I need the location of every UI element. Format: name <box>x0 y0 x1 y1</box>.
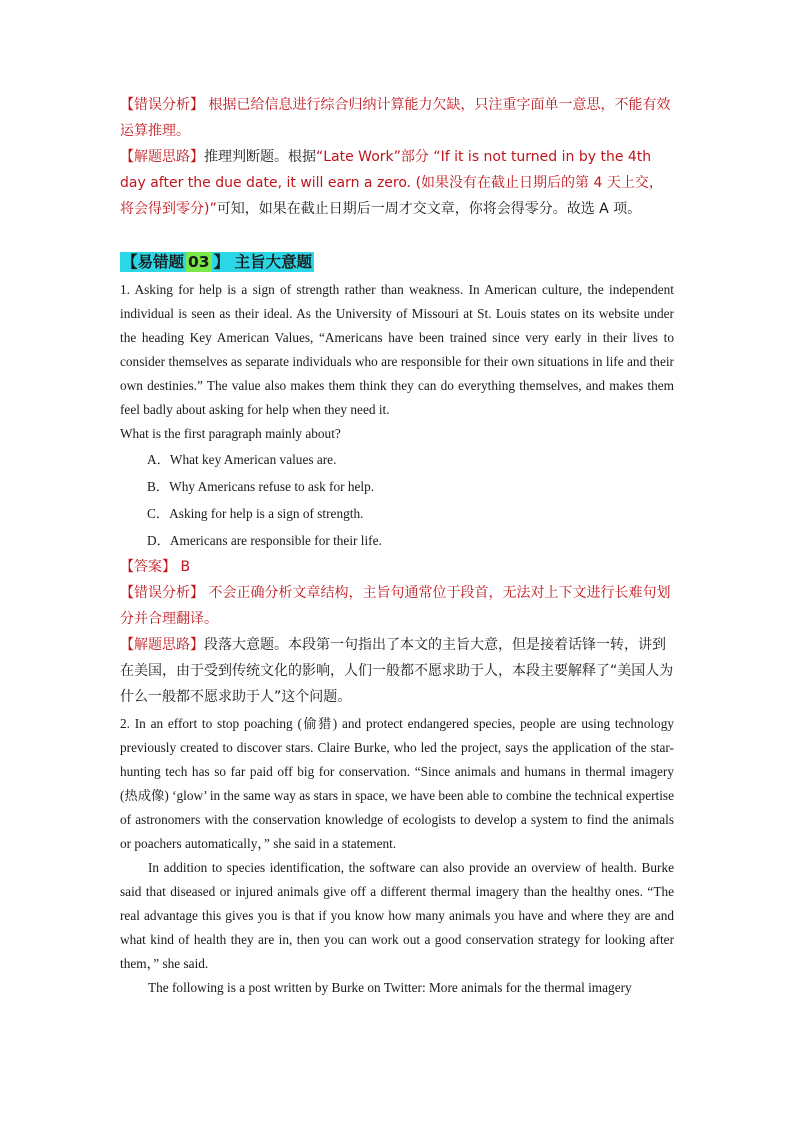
q1-error-text: 不会正确分析文章结构，主旨句通常位于段首，无法对上下文进行长难句划分并合理翻译。 <box>120 585 671 627</box>
section-heading <box>120 250 314 274</box>
q1-question: What is the first paragraph mainly about? <box>120 426 341 441</box>
section-heading-number: 03 <box>188 253 210 271</box>
q2-paragraph-1: 2. In an effort to stop poaching (偷猎) and protect endangered species, people are using technology previously created to discover stars. Claire Burke, who led the project, says the application of the star-hunting tech has so far paid off big for conservation. “Since animals and humans in thermal imagery (热成像) ‘glow’ in the same way as stars in space, we have been able to combine the technical expertise of astronomers with the conservation knowledge of ecologists to develop a system to find the animals or poachers automatically，” she said in a statement. <box>120 716 674 851</box>
solution-idea-text-b: “Late Work”部分 “If it is not turned in by the 4th day after the due date, it will earn a zero. (如果没有在截止日期后的第 4 天上交，将会得到零分)” <box>120 149 663 217</box>
section-heading-part3: 】 主旨大意题 <box>213 253 312 271</box>
q1-option-c: C．Asking for help is a sign of strength. <box>147 506 364 521</box>
q1-passage: 1. Asking for help is a sign of strength rather than weakness. In American culture, the independent individual is seen as their ideal. As the University of Missouri at St. Louis states on its website under the heading Key American Values, “Americans have been trained since very early in their lives to consider themselves as separate individuals who are responsible for their own situations in life and their own destinies.” The value also makes them think they can do everything themselves, and makes them feel badly about asking for help when they need it. <box>120 282 674 417</box>
section-heading-part1: 【易错题 <box>122 253 185 271</box>
q1-option-a: A．What key American values are. <box>147 452 337 467</box>
error-analysis-1 <box>120 92 674 144</box>
q1-solution-idea <box>120 632 674 710</box>
q1-idea-label: 【解题思路】 <box>120 637 204 653</box>
answer-label: 【答案】 <box>120 559 176 575</box>
solution-idea-text-a: 推理判断题。根据 <box>204 149 316 165</box>
q1-answer <box>120 554 674 580</box>
q1-option-b: B．Why Americans refuse to ask for help. <box>147 479 375 494</box>
q2-paragraph-2: In addition to species identification, the software can also provide an overview of health. Burke said that diseased or injured animals give off a different thermal imagery than the healthy ones. “The real advantage this gives you is that if you know how many animals you have and where they are and what kind of health they are in, then you can work out a good conservation strategy for looking after them，” she said. <box>120 860 674 971</box>
q1-error-label: 【错误分析】 <box>120 585 204 601</box>
q1-idea-text: 段落大意题。本段第一句指出了本文的主旨大意，但是接着话锋一转，讲到在美国，由于受到传统文化的影响，人们一般都不愿求助于人，本段主要解释了“美国人为什么一般都不愿求助于人”这个问题。 <box>120 637 674 705</box>
q1-error-analysis <box>120 580 674 632</box>
document-page <box>120 92 674 1000</box>
solution-idea-1 <box>120 144 674 222</box>
q1-option-d: D．Americans are responsible for their life. <box>147 533 382 548</box>
error-analysis-text: 根据已给信息进行综合归纳计算能力欠缺，只注重字面单一意思，不能有效运算推理。 <box>120 97 671 139</box>
solution-idea-text-c: 可知，如果在截止日期后一周才交文章，你将会得零分。故选 A 项。 <box>216 201 642 217</box>
answer-text: B <box>176 559 191 575</box>
error-analysis-label: 【错误分析】 <box>120 97 204 113</box>
q2-paragraph-3: The following is a post written by Burke on Twitter: More animals for the thermal imagery <box>148 980 632 995</box>
solution-idea-label: 【解题思路】 <box>120 149 204 165</box>
